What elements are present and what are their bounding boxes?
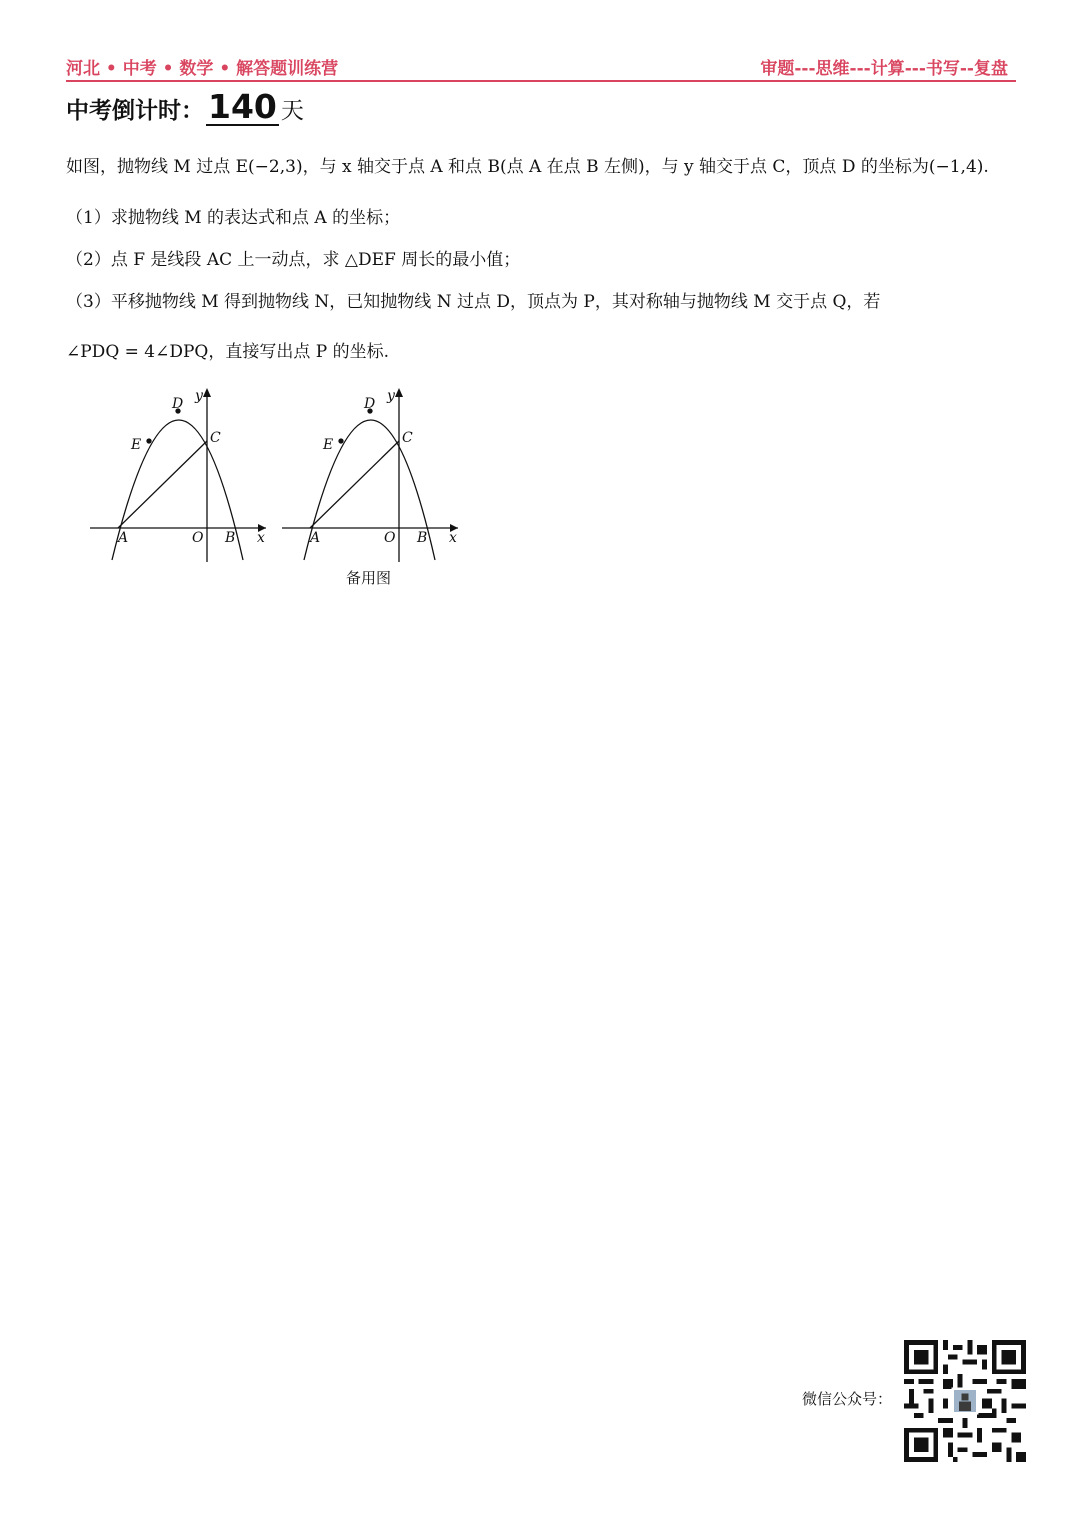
label-b: B [417, 530, 428, 546]
label-o: O [192, 530, 204, 546]
backup-figure [282, 388, 458, 562]
question-1: （1）求抛物线 M 的表达式和点 A 的坐标； [66, 208, 401, 228]
wechat-label: 微信公众号： [802, 1390, 893, 1408]
label-y: y [387, 388, 395, 404]
label-b: B [225, 530, 236, 546]
parabola-figures [86, 384, 476, 574]
y-axis-arrow [395, 388, 403, 397]
countdown-number: 140 [208, 87, 277, 126]
problem-intro: 如图，抛物线 M 过点 E(−2,3)，与 x 轴交于点 A 和点 B(点 A 在点 B 左侧)，与 y 轴交于点 C，顶点 D 的坐标为(−1,4). [66, 157, 989, 177]
label-a: A [118, 530, 129, 546]
segment-ac [310, 441, 399, 528]
label-d: D [172, 396, 184, 412]
countdown [66, 87, 304, 130]
label-c: C [210, 430, 221, 446]
label-a: A [310, 530, 321, 546]
label-d: D [364, 396, 376, 412]
point-e [147, 439, 151, 443]
point-e [339, 439, 343, 443]
countdown-unit: 天 [280, 98, 304, 124]
header-left-title: 河北 • 中考 • 数学 • 解答题训练营 [66, 59, 339, 79]
question-2: （2）点 F 是线段 AC 上一动点，求 △DEF 周长的最小值； [66, 250, 521, 270]
label-o: O [384, 530, 396, 546]
label-y: y [195, 388, 203, 404]
qr-code-icon [904, 1340, 1026, 1462]
main-figure-labels [116, 388, 265, 546]
countdown-label: 中考倒计时： [66, 98, 204, 124]
page-header [66, 52, 1016, 82]
label-e: E [323, 437, 334, 453]
segment-ac [118, 441, 207, 528]
y-axis-arrow [203, 388, 211, 397]
label-x: x [449, 530, 457, 546]
question-3-line-1: （3）平移抛物线 M 得到抛物线 N，已知抛物线 N 过点 D，顶点为 P，其对称轴与抛物线 M 交于点 Q，若 [66, 292, 881, 312]
question-3-line-2: ∠PDQ = 4∠DPQ，直接写出点 P 的坐标. [66, 342, 390, 362]
figure-caption: 备用图 [346, 569, 392, 587]
label-c: C [402, 430, 413, 446]
label-x: x [257, 530, 265, 546]
header-right-motto: 审题---思维---计算---书写--复盘 [760, 59, 1008, 79]
label-e: E [131, 437, 142, 453]
main-figure [90, 388, 266, 562]
